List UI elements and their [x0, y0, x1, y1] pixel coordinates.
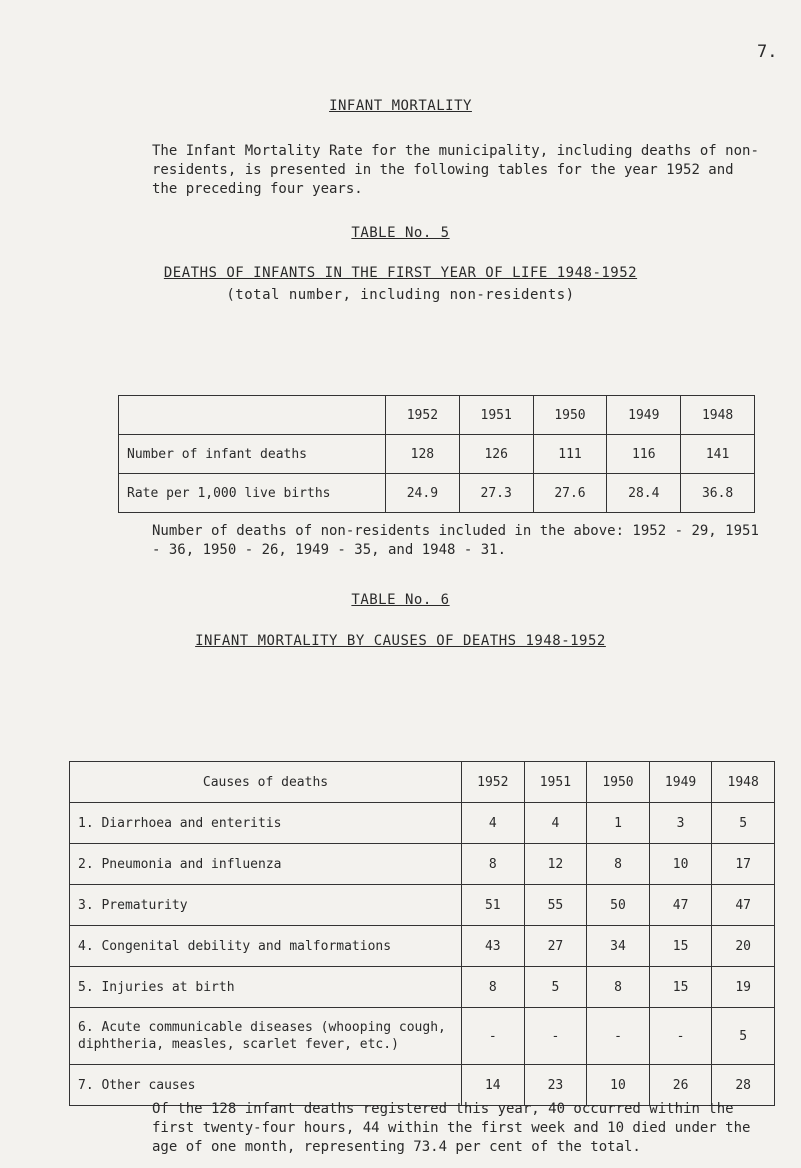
table-cell: -	[649, 1008, 712, 1065]
year-header: 1948	[681, 396, 755, 435]
row-label: Number of infant deaths	[119, 435, 386, 474]
year-header: 1949	[607, 396, 681, 435]
table-row	[70, 885, 775, 926]
table-6	[69, 761, 775, 1106]
table5-label: TABLE No. 5	[351, 225, 450, 241]
table-cell: 43	[462, 926, 525, 967]
table-cell: 50	[587, 885, 650, 926]
causes-header: Causes of deaths	[70, 762, 462, 803]
row-label: 4. Congenital debility and malformations	[70, 926, 462, 967]
row-label: 3. Prematurity	[70, 885, 462, 926]
table-cell: 1	[587, 803, 650, 844]
page-number: 7.	[757, 42, 778, 62]
empty-header-cell	[119, 396, 386, 435]
table-cell: 116	[607, 435, 681, 474]
table-cell: 36.8	[681, 474, 755, 513]
table-row	[70, 803, 775, 844]
nonresident-note: Number of deaths of non-residents included in the above: 1952 - 29, 1951 - 36, 1950 - 26, 1949 - 35, and 1948 - 31.	[152, 523, 768, 558]
year-header: 1950	[533, 396, 607, 435]
table-row	[70, 844, 775, 885]
table-cell: 27.3	[459, 474, 533, 513]
table-cell: 128	[386, 435, 460, 474]
table-cell: 10	[587, 1065, 650, 1106]
table-cell: 28	[712, 1065, 775, 1106]
table-header-row	[70, 762, 775, 803]
table-cell: 27.6	[533, 474, 607, 513]
table5-subtitle: (total number, including non-residents)	[226, 287, 575, 303]
table-cell: 5	[712, 803, 775, 844]
year-header: 1952	[386, 396, 460, 435]
table-cell: 8	[462, 967, 525, 1008]
table-row	[70, 1008, 775, 1065]
year-header: 1952	[462, 762, 525, 803]
table-cell: 14	[462, 1065, 525, 1106]
table-cell: 47	[649, 885, 712, 926]
row-label: 1. Diarrhoea and enteritis	[70, 803, 462, 844]
row-label: 6. Acute communicable diseases (whooping cough, diphtheria, measles, scarlet fever, etc.)	[70, 1008, 462, 1065]
table-cell: 28.4	[607, 474, 681, 513]
table-cell: -	[587, 1008, 650, 1065]
table-cell: -	[462, 1008, 525, 1065]
table6-title: INFANT MORTALITY BY CAUSES OF DEATHS 1948-1952	[195, 633, 606, 649]
table-row	[119, 474, 755, 513]
table-cell: 111	[533, 435, 607, 474]
row-label: Rate per 1,000 live births	[119, 474, 386, 513]
row-label: 5. Injuries at birth	[70, 967, 462, 1008]
table-cell: 8	[587, 844, 650, 885]
year-header: 1951	[524, 762, 587, 803]
table-cell: 27	[524, 926, 587, 967]
table-cell: 12	[524, 844, 587, 885]
table-cell: 5	[712, 1008, 775, 1065]
year-header: 1951	[459, 396, 533, 435]
table-cell: 5	[524, 967, 587, 1008]
table-cell: 55	[524, 885, 587, 926]
table-cell: 126	[459, 435, 533, 474]
table-5	[118, 395, 755, 513]
table-cell: 10	[649, 844, 712, 885]
table-cell: 20	[712, 926, 775, 967]
table-cell: 26	[649, 1065, 712, 1106]
page-title: INFANT MORTALITY	[329, 98, 472, 114]
table-cell: 17	[712, 844, 775, 885]
table-header-row	[119, 396, 755, 435]
table-cell: 15	[649, 967, 712, 1008]
table-cell: 23	[524, 1065, 587, 1106]
table-cell: 34	[587, 926, 650, 967]
closing-paragraph: Of the 128 infant deaths registered this year, 40 occurred within the first twenty-four hours, 44 within the first week and 10 died under the age of one month, representing 73.4 per cent of the total.	[152, 1101, 759, 1155]
table-row	[70, 967, 775, 1008]
table-cell: 19	[712, 967, 775, 1008]
table-cell: 141	[681, 435, 755, 474]
table-cell: 8	[587, 967, 650, 1008]
table-row	[70, 926, 775, 967]
table-cell: 51	[462, 885, 525, 926]
table-cell: 4	[524, 803, 587, 844]
year-header: 1948	[712, 762, 775, 803]
year-header: 1949	[649, 762, 712, 803]
table-cell: 4	[462, 803, 525, 844]
year-header: 1950	[587, 762, 650, 803]
table-cell: 15	[649, 926, 712, 967]
table5-title: DEATHS OF INFANTS IN THE FIRST YEAR OF LIFE 1948-1952	[163, 265, 638, 281]
intro-paragraph: The Infant Mortality Rate for the municipality, including deaths of non-residents, is presented in the following tables for the year 1952 and the preceding four years.	[152, 143, 759, 197]
table-cell: 47	[712, 885, 775, 926]
row-label: 2. Pneumonia and influenza	[70, 844, 462, 885]
table-cell: 3	[649, 803, 712, 844]
table-cell: -	[524, 1008, 587, 1065]
row-label: 7. Other causes	[70, 1065, 462, 1106]
table-cell: 24.9	[386, 474, 460, 513]
table-cell: 8	[462, 844, 525, 885]
table-row	[119, 435, 755, 474]
table6-label: TABLE No. 6	[351, 592, 450, 608]
